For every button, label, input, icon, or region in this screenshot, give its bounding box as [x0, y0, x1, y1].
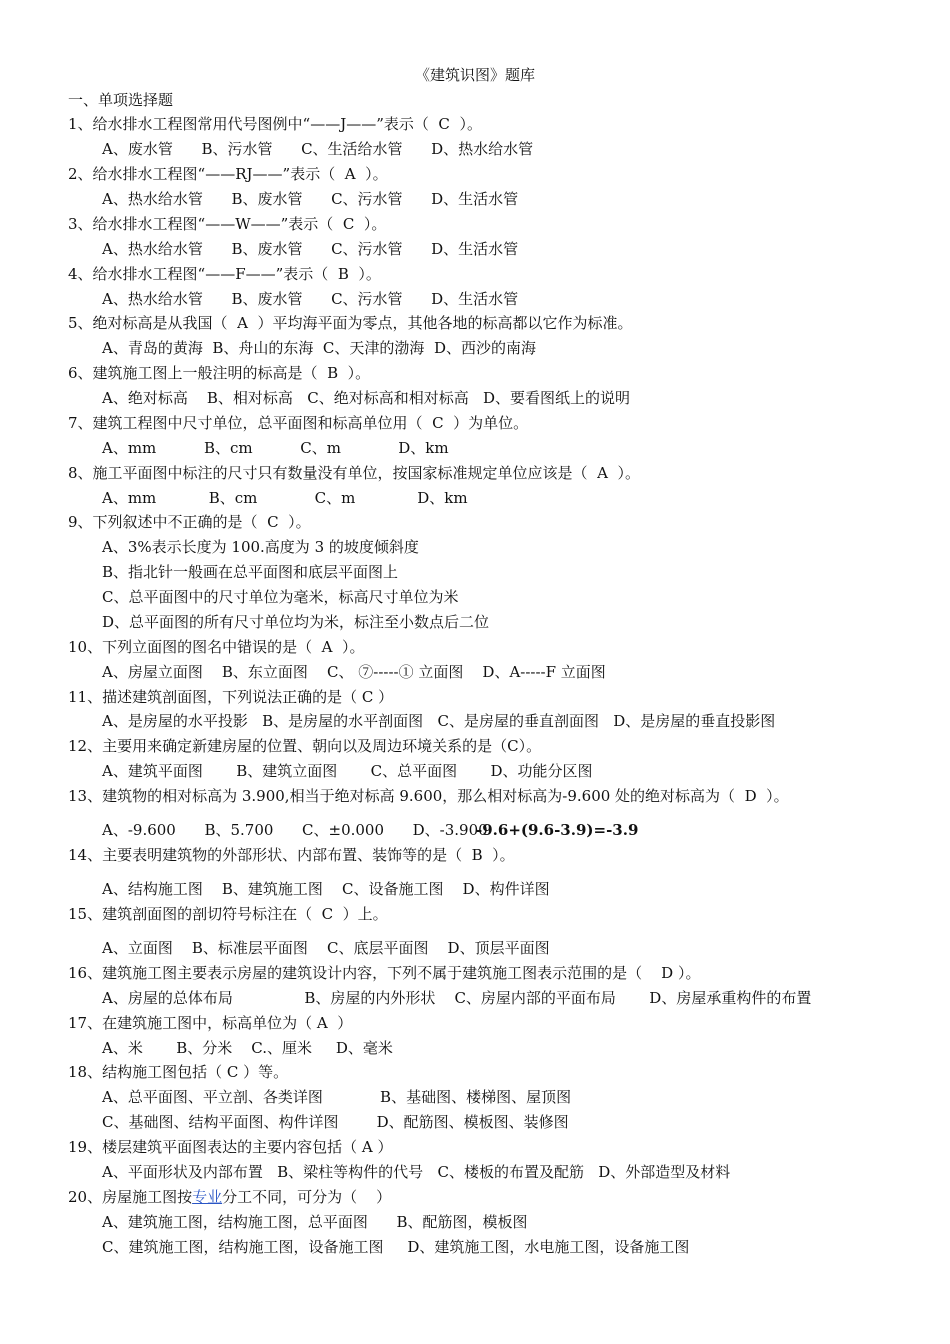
options-10: A、房屋立面图 B、东立面图 C、 ⑦-----① 立面图 D、A-----F 立面图	[102, 663, 606, 681]
question-1: 1、给水排水工程图常用代号图例中“——J——”表示（ C ）。	[68, 115, 482, 133]
options-18-cd: C、基础图、结构平面图、构件详图 D、配筋图、模板图、装修图	[102, 1113, 569, 1131]
question-11: 11、描述建筑剖面图，下列说法正确的是（ C ）	[68, 688, 394, 706]
question-17: 17、在建筑施工图中，标高单位为（ A ）	[68, 1014, 353, 1032]
options-19: A、平面形状及内部布置 B、梁柱等构件的代号 C、楼板的布置及配筋 D、外部造型及材料	[102, 1163, 731, 1181]
options-11: A、是房屋的水平投影 B、是房屋的水平剖面图 C、是房屋的垂直剖面图 D、是房屋的垂直投影图	[102, 712, 776, 730]
options-7: A、mm B、cm C、m D、km	[102, 439, 449, 457]
question-3: 3、给水排水工程图“——W——”表示（ C ）。	[68, 215, 387, 233]
options-5: A、青岛的黄海 B、舟山的东海 C、天津的渤海 D、西沙的南海	[102, 339, 536, 357]
options-8: A、mm B、cm C、m D、km	[102, 489, 468, 507]
question-8: 8、施工平面图中标注的尺寸只有数量没有单位，按国家标准规定单位应该是（ A ）。	[68, 464, 640, 482]
options-6: A、绝对标高 B、相对标高 C、绝对标高和相对标高 D、要看图纸上的说明	[102, 389, 631, 407]
question-6: 6、建筑施工图上一般注明的标高是（ B ）。	[68, 364, 371, 382]
question-15: 15、建筑剖面图的剖切符号标注在（ C ）上。	[68, 905, 388, 923]
options-16: A、房屋的总体布局 B、房屋的内外形状 C、房屋内部的平面布局 D、房屋承重构件的布置	[102, 989, 812, 1007]
specialty-link[interactable]: 专业	[192, 1188, 223, 1206]
option-9c: C、总平面图中的尺寸单位为毫米，标高尺寸单位为米	[102, 588, 459, 606]
question-16: 16、建筑施工图主要表示房屋的建筑设计内容，下列不属于建筑施工图表示范围的是（ D ）。	[68, 964, 701, 982]
question-9: 9、下列叙述中不正确的是（ C ）。	[68, 513, 311, 531]
question-2: 2、给水排水工程图“——RJ——”表示（ A ）。	[68, 165, 388, 183]
question-18: 18、结构施工图包括（ C ）等。	[68, 1063, 289, 1081]
question-5: 5、绝对标高是从我国（ A ）平均海平面为零点，其他各地的标高都以它作为标准。	[68, 314, 633, 332]
question-4: 4、给水排水工程图“——F——”表示（ B ）。	[68, 265, 381, 283]
options-4: A、热水给水管 B、废水管 C、污水管 D、生活水管	[102, 290, 519, 308]
option-9a: A、3%表示长度为 100.高度为 3 的坡度倾斜度	[102, 538, 419, 556]
section-heading: 一、单项选择题	[68, 91, 174, 109]
question-20	[68, 1187, 391, 1207]
options-20-ab: A、建筑施工图，结构施工图，总平面图 B、配筋图，模板图	[102, 1213, 528, 1231]
question-20-part1: 20、房屋施工图按	[68, 1188, 193, 1206]
options-15: A、立面图 B、标准层平面图 C、底层平面图 D、顶层平面图	[102, 939, 550, 957]
options-17: A、米 B、分米 C.、厘米 D、毫米	[102, 1039, 393, 1057]
question-12: 12、主要用来确定新建房屋的位置、朝向以及周边环境关系的是（C）。	[68, 737, 542, 755]
question-14: 14、主要表明建筑物的外部形状、内部布置、装饰等的是（ B ）。	[68, 846, 515, 864]
options-3: A、热水给水管 B、废水管 C、污水管 D、生活水管	[102, 240, 519, 258]
document-title: 《建筑识图》题库	[414, 66, 535, 84]
options-2: A、热水给水管 B、废水管 C、污水管 D、生活水管	[102, 190, 519, 208]
question-10: 10、下列立面图的图名中错误的是（ A ）。	[68, 638, 365, 656]
question-19: 19、楼层建筑平面图表达的主要内容包括（ A ）	[68, 1138, 393, 1156]
question-13: 13、建筑物的相对标高为 3.900,相当于绝对标高 9.600，那么相对标高为-9.600 处的绝对标高为（ D ）。	[68, 787, 789, 805]
option-9b: B、指北针一般画在总平面图和底层平面图上	[102, 563, 399, 581]
options-12: A、建筑平面图 B、建筑立面图 C、总平面图 D、功能分区图	[102, 762, 593, 780]
options-1: A、废水管 B、污水管 C、生活给水管 D、热水给水管	[102, 140, 534, 158]
options-14: A、结构施工图 B、建筑施工图 C、设备施工图 D、构件详图	[102, 880, 550, 898]
options-18-ab: A、总平面图、平立剖、各类详图 B、基础图、楼梯图、屋顶图	[102, 1088, 572, 1106]
options-13: A、-9.600 B、5.700 C、±0.000 D、-3.900	[102, 821, 488, 839]
question-7: 7、建筑工程图中尺寸单位，总平面图和标高单位用（ C ）为单位。	[68, 414, 529, 432]
options-20-cd: C、建筑施工图，结构施工图，设备施工图 D、建筑施工图，水电施工图，设备施工图	[102, 1238, 690, 1256]
option-9d: D、总平面图的所有尺寸单位均为米，标注至小数点后二位	[102, 613, 490, 631]
question-20-part2: 分工不同，可分为（ ）	[222, 1188, 392, 1206]
answer-note-13: -9.6+(9.6-3.9)=-3.9	[476, 821, 639, 839]
